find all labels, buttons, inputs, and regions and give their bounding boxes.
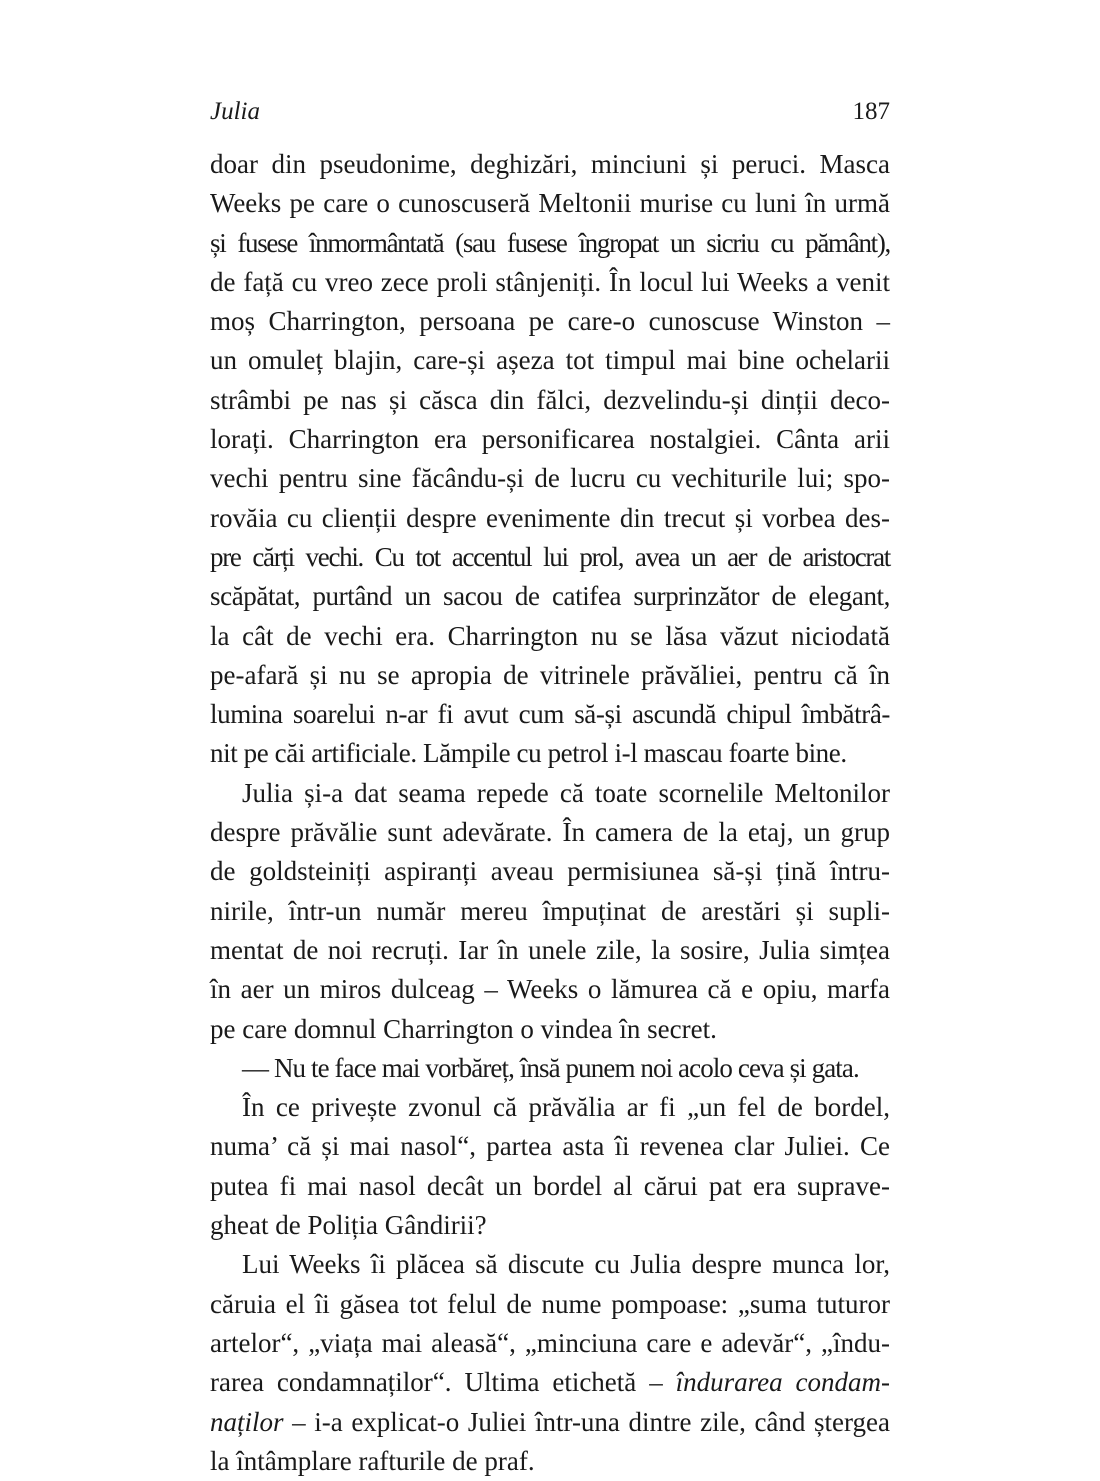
text-line: rovăia cu clienții despre evenimente din trecut și vorbea des- xyxy=(210,502,890,533)
text-line: putea fi mai nasol decât un bordel al cărui pat era suprave- xyxy=(210,1170,890,1201)
text-line: Weeks pe care o cunoscuseră Meltonii murise cu luni în urmă xyxy=(210,188,890,219)
text-line: la cât de vechi era. Charrington nu se lăsa văzut niciodată xyxy=(210,620,890,651)
paragraph-last-line: gheat de Poliția Gândirii? xyxy=(210,1210,487,1241)
text-line: pe-afară și nu se apropia de vitrinele prăvăliei, pentru că în xyxy=(210,659,890,690)
text-line: de față cu vreo zece proli stânjeniți. În locul lui Weeks a venit xyxy=(210,266,890,297)
text-line: nirile, într-un număr mereu împuținat de arestări și supli- xyxy=(210,895,890,926)
paragraph-last-line: pe care domnul Charrington o vindea în secret. xyxy=(210,1013,717,1044)
paragraph-first-line: Julia și-a dat seama repede că toate scornelile Meltonilor xyxy=(242,777,890,808)
text-line: numa’ că și mai nasol“, partea asta îi revenea clar Juliei. Ce xyxy=(210,1131,890,1162)
paragraph-last-line: la întâmplare rafturile de praf. xyxy=(210,1445,535,1476)
text-line: strâmbi pe nas și căsca din fălci, dezvelindu-și dinții deco- xyxy=(210,384,890,415)
paragraph-first-line: În ce privește zvonul că prăvălia ar fi „un fel de bordel, xyxy=(242,1092,890,1123)
running-title: Julia xyxy=(210,98,260,125)
text-line xyxy=(210,1403,890,1442)
text-line: de goldsteiniți aspiranți aveau permisiunea să-și țină întru- xyxy=(210,856,890,887)
text-line: artelor“, „viața mai aleasă“, „minciuna care e adevăr“, „îndu- xyxy=(210,1327,890,1358)
text-line: și fusese înmormântată (sau fusese îngropat un sicriu cu pământ), xyxy=(210,227,890,258)
text-line xyxy=(210,1363,890,1402)
text-line: în aer un miros dulceag – Weeks o lămurea că e opiu, marfa xyxy=(210,974,890,1005)
page-number: 187 xyxy=(852,98,890,125)
text-segment: rarea condamnaților“. Ultima etichetă – xyxy=(210,1367,676,1398)
text-line: mentat de noi recruți. Iar în unele zile, la sosire, Julia simțea xyxy=(210,934,890,965)
text-line: moș Charrington, persoana pe care-o cunoscuse Winston – xyxy=(210,306,890,337)
italic-term: naților xyxy=(210,1406,284,1437)
paragraph-first-line: Lui Weeks îi plăcea să discute cu Julia despre munca lor, xyxy=(242,1249,890,1280)
text-line: un omuleț blajin, care-și așeza tot timpul mai bine ochelarii xyxy=(210,345,890,376)
text-line: lorați. Charrington era personificarea nostalgiei. Cânta arii xyxy=(210,424,890,455)
text-line: scăpătat, purtând un sacou de catifea surprinzător de elegant, xyxy=(210,581,890,612)
text-line: pre cărți vechi. Cu tot accentul lui prol, avea un aer de aristocrat xyxy=(210,541,890,572)
text-line: despre prăvălie sunt adevărate. În camera de la etaj, un grup xyxy=(210,817,890,848)
text-line: căruia el îi găsea tot felul de nume pompoase: „suma tuturor xyxy=(210,1288,890,1319)
text-line: doar din pseudonime, deghizări, minciuni și peruci. Masca xyxy=(210,149,890,179)
text-line: vechi pentru sine făcându-și de lucru cu vechiturile lui; spo- xyxy=(210,463,890,494)
text-segment: – i-a explicat-o Juliei într-una dintre zile, când ștergea xyxy=(283,1406,890,1437)
dialogue-line: — Nu te face mai vorbăreț, însă punem noi acolo ceva și gata. xyxy=(242,1052,859,1083)
body-text xyxy=(210,145,890,1481)
text-line: lumina soarelui n-ar fi avut cum să-și ascundă chipul îmbătrâ- xyxy=(210,699,890,730)
page-header xyxy=(210,96,890,128)
paragraph-last-line: nit pe căi artificiale. Lămpile cu petrol i-l mascau foarte bine. xyxy=(210,738,847,769)
italic-term: îndurarea condam- xyxy=(675,1367,890,1398)
